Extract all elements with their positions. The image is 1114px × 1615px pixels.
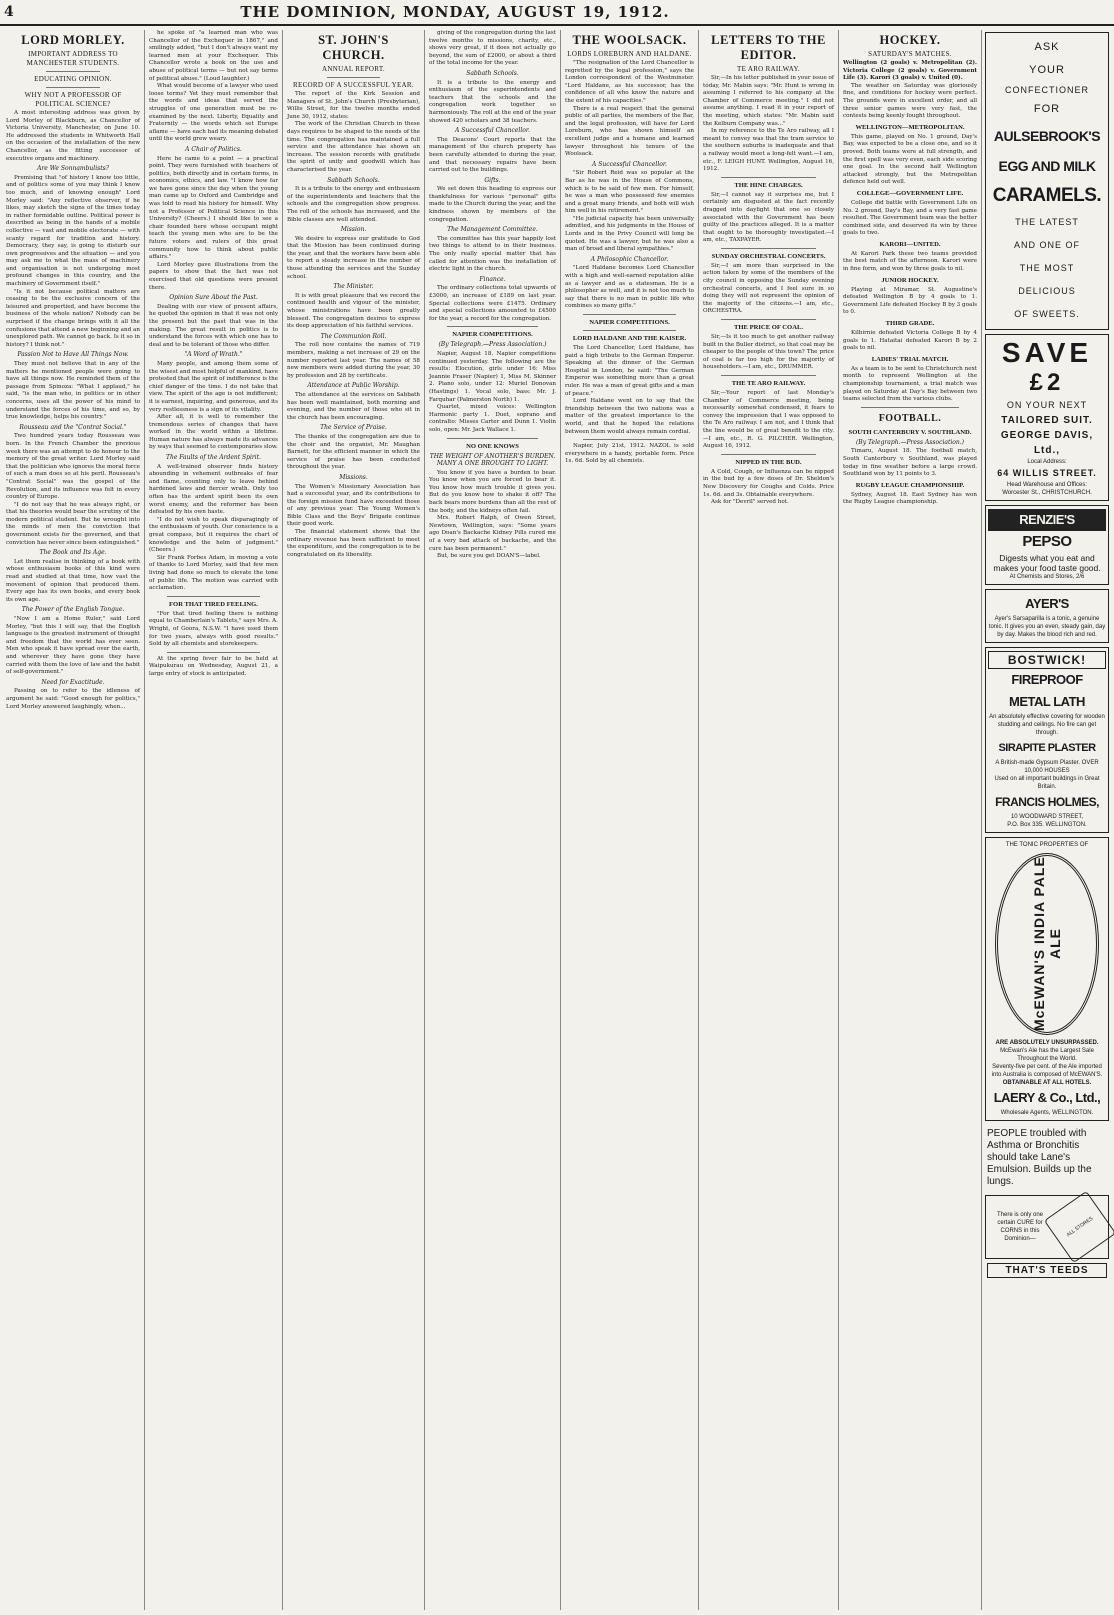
- divider: [583, 330, 676, 331]
- section-heading: Missions.: [339, 473, 368, 481]
- ad-line: ON YOUR NEXT: [1006, 400, 1088, 410]
- letter-heading: THE HINE CHARGES.: [734, 181, 803, 189]
- article-headline: FOOTBALL.: [878, 412, 942, 424]
- ad-brand: McEWAN'S INDIA PALE ALE: [1031, 856, 1063, 1032]
- paragraph: he spoke of "a learned man who was Chancellor of the Exchequer in 1867," and smilingly added, "but I don't always want my learned men at your Exchequer. This Chancellor wrote a book on the use and abuse of political terms — but not say terms of political abuse." (Loud laughter.): [149, 30, 278, 82]
- column-lord-morley: [2, 30, 144, 1612]
- article-headline: NAPIER COMPETITIONS.: [452, 331, 533, 339]
- article-subhead: WHY NOT A PROFESSOR OF POLITICAL SCIENCE?: [24, 91, 122, 108]
- ad-brand: LAERY & Co., Ltd.,: [993, 1090, 1101, 1105]
- paragraph: You know if you have a burden to bear. You know when you are forced to bear it. You know how much trouble it gives you. But do you know how to shake it off? The back bears more burdens than all the rest of the body, and the kidneys often fail.: [429, 469, 556, 514]
- match-heading: LADIES' TRIAL MATCH.: [871, 355, 949, 363]
- divider: [861, 407, 959, 408]
- ad-badge: ALL STORES: [1044, 1191, 1114, 1263]
- paragraph: "The resignation of the Lord Chancellor is regretted by the legal profession," says the London correspondent of the Westminster. "Lord Haldane, as his successor, has the confidence of all who know the nature and the extent of his capacities.": [565, 60, 694, 104]
- ad-product: EGG AND MILK: [998, 158, 1096, 174]
- paragraph: This game, played on No. 1 ground, Day's Bay, was expected to be a close one, and so it proved. Both teams were at full strength, and the first spell was very even, each side scoring one goal. In the second half Wellington attacked strongly, but the Metropolitan defence held out well.: [843, 133, 977, 186]
- paragraph: The Women's Missionary Association has had a successful year, and its contributions to the foreign mission fund have exceeded those of any previous year. The Young Women's Bible Class and the Boys' Brigade continue their good work.: [287, 483, 420, 528]
- divider: [447, 326, 538, 327]
- paragraph: The report of the Kirk Session and Managers of St. John's Church (Presbyterian), Willis Street, for the twelve months ended June 30, 1912, states:: [287, 91, 420, 120]
- paragraph: Lord Haldane went on to say that the friendship between the two nations was a matter of the greatest importance to the world, and that he hoped the relations between them would always remain cordial.: [565, 398, 694, 435]
- article-subhead: EDUCATING OPINION.: [34, 75, 112, 83]
- divider: [721, 248, 816, 249]
- section-heading: Finance.: [479, 275, 506, 283]
- column-rule: [981, 30, 982, 1610]
- column-hockey: [839, 30, 981, 1612]
- ad-line: THE MOST: [1019, 263, 1075, 273]
- article-subhead: IMPORTANT ADDRESS TO MANCHESTER STUDENTS.: [26, 50, 120, 67]
- article-subhead: SATURDAY'S MATCHES.: [868, 50, 952, 58]
- paragraph: The thanks of the congregation are due to the choir and the organist, Mr. Maughan Barnett, for the efficient manner in which the service of praise has been conducted throughout the year.: [287, 433, 420, 471]
- paragraph: A most interesting address was given by Lord Morley of Blackburn, as Chancellor of Victoria University, Manchester, on June 10. He addressed the students in Whitworth Hall on the occasion of the installation of the new Chancellor, as the fitting successor of executive organs and machinery.: [6, 110, 140, 162]
- section-heading: A Successful Chancellor.: [592, 160, 667, 168]
- divider: [583, 439, 676, 440]
- article-headline: ST. JOHN'S CHURCH.: [318, 33, 389, 62]
- paragraph: Sir,—In his letter published in your issue of today, Mr. Mabin says: "Mr. Hunt is wrong in assuming I referred to his company at the Chamber of Commerce meeting." I did not assume anything. I read it in your report of the meeting, which states: "Mr. Mabin said the Kelburn Company was...": [703, 75, 834, 127]
- ad-line: OF SWEETS.: [1014, 309, 1080, 319]
- ad-line: Seventy-five per cent. of the Ale imported into Australia is composed of McEWAN'S.: [991, 1064, 1103, 1078]
- column-lord-morley-continued: [145, 30, 282, 1612]
- paragraph: Quartet, mixed voices: Wellington Harmonic party 1. Duet, soprano and contralto: Misses Carter and Dunn 1. Violin solo, open: Mr. Jack Wallace 1.: [429, 404, 556, 433]
- paragraph: "Sir Robert Reid was so popular at the Bar as he was in the House of Commons, which is to be said of few men. For himself, he was a man who possessed few enemies and a great many friends, and both will wish him well in his retirement.": [565, 170, 694, 215]
- divider: [583, 314, 676, 315]
- ad-brand: THAT'S TEEDS: [987, 1263, 1107, 1278]
- paragraph: Sir,—I am more than surprised in the action taken by some of the members of the city council in opposing the Sunday evening orchestral concerts, and I feel sure in so doing they will not represent the opinion of the majority of the citizens.—I am, etc., ORCHESTRA.: [703, 262, 834, 315]
- advert-heading: NIPPED IN THE BUD.: [735, 458, 802, 466]
- section-heading: Need for Exactitude.: [41, 678, 105, 686]
- masthead: [0, 0, 1114, 26]
- paragraph: Dealing with our view of present affairs, he quoted the opinion in that it was not only the present but the past that was in the making. The great result in politics is to understand the forces with which one has to deal and to be tolerant of those who differ.: [149, 303, 278, 348]
- paragraph: "Now I am a Home Ruler," said Lord Morley, "but this I will say, that the English language is the greatest instrument of thought and freedom that the world has ever seen. Men who speak it have spread over the earth, and wherever they have gone they have carried with them the love of law and the habit of self-government.": [6, 616, 140, 676]
- match-results: Wellington (2 goals) v. Metropolitan (2). Victoria College (2 goals) v. Government Life (3). Karori (3 goals) v. United (0).: [843, 60, 977, 82]
- ad-address: Worcester St., CHRISTCHURCH.: [1002, 490, 1092, 496]
- paragraph: Mrs. Robert Ralph, of Owen Street, Newtown, Wellington, says: "Some years ago Doan's Backache Kidney Pills cured me of a very bad attack of backache, and the cure has been permanent.": [429, 515, 556, 552]
- ad-line: ARE ABSOLUTELY UNSURPASSED.: [995, 1040, 1099, 1046]
- section-heading: The Minister.: [333, 283, 374, 291]
- ad-product: FIREPROOF: [1011, 672, 1083, 687]
- match-heading: JUNIOR HOCKEY.: [881, 276, 939, 284]
- paragraph: Sir,—Is it too much to get another railway built in the Buller district, so that coal may be cheaper to the people of this town? The price of coal is far too high for the majority of householders.—I am, etc., DRUMMER.: [703, 334, 834, 371]
- paragraph: Two hundred years today Rousseau was born. In the French Chamber the previous week there was an attempt to do honour to the memory of the great writer. Lord Morley said that the politician who ignores the moral force of such a man does so at his peril. Rousseau's "Contrat Social" was the gospel of the Revolution, and its influence was felt in every country of Europe.: [6, 433, 140, 501]
- paragraph: Sydney, August 18. East Sydney has won the Rugby League championship.: [843, 491, 977, 506]
- paragraph: After all, it is well to remember the tremendous series of changes that have worked in the world within a lifetime. Human nature has always made its advances by ways that seemed to contemporaries slow.: [149, 414, 278, 451]
- paragraph: We desire to express our gratitude to God that the Mission has been continued during the year, and that the workers have been able to report a steady increase in the number of those attending the services and the Sunday school.: [287, 235, 420, 280]
- paragraph: Napier, July 21st, 1912. NAZOL is sold everywhere in a handy, portable form. Price 1s. 6d. Sold by all chemists.: [565, 443, 694, 465]
- match-heading: RUGBY LEAGUE CHAMPIONSHIP.: [855, 481, 965, 489]
- ad-line: YOUR: [1029, 64, 1065, 76]
- ad-product: PEPSO: [1022, 533, 1072, 550]
- newspaper-title: THE DOMINION, MONDAY, AUGUST 19, 1912.: [240, 3, 670, 21]
- section-heading: "A Word of Wrath.": [184, 351, 243, 359]
- advert-heading: NO ONE KNOWS: [466, 442, 519, 450]
- mcewans-ale-ad: [985, 837, 1109, 1121]
- ad-line: Digests what you eat and makes your food taste good.: [993, 553, 1101, 573]
- paragraph: Sir,—Your report of last Monday's Chamber of Commerce meeting, being necessarily somewhat condensed, it fears to convey the impression that I was opposed to the Te Aro railway. I am not, and I think that the line would be of great benefit to the city.—I am, etc., R. G. PILCHER. Wellington, August 16, 1912.: [703, 390, 834, 450]
- paragraph: "I do not say that he was always right, or that his theories would bear the scrutiny of the modern political student. But he wrought into the minds of men the conviction that government exists for the governed, and that conviction has never since been extinguished.": [6, 501, 140, 546]
- ad-line: THE TONIC PROPERTIES OF: [1005, 842, 1089, 848]
- ad-address: P.O. Box 335. WELLINGTON.: [1007, 822, 1087, 828]
- column-letters: [699, 30, 838, 1612]
- match-heading: THIRD GRADE.: [885, 320, 935, 328]
- ad-line: Head Warehouse and Offices:: [1006, 482, 1088, 488]
- ad-product: CARAMELS.: [992, 185, 1102, 206]
- paragraph: The work of the Christian Church in these days requires to be shaped to the needs of the time. The congregation has maintained a full service and the attendance has shown an increase. The session records with gratitude the spirit of unity and goodwill which has characterised the year.: [287, 121, 420, 173]
- divider: [721, 177, 816, 178]
- paragraph: A Cold, Cough, or Influenza can be nipped in the bud by a few doses of Dr. Sheldon's New Discovery for Coughs and Colds. Price 1s. 6d. and 3s. Obtainable everywhere.: [703, 468, 834, 498]
- section-heading: Gifts.: [484, 176, 501, 184]
- divider: [721, 454, 816, 455]
- aulsebrooks-caramels-ad: [985, 32, 1109, 330]
- ad-line: McEwan's Ale has the Largest Sale Throughout the World.: [1000, 1048, 1094, 1062]
- article-subhead: TE ARO RAILWAY.: [737, 65, 800, 73]
- section-heading: Attendance at Public Worship.: [307, 382, 400, 390]
- ad-address: Wholesale Agents, WELLINGTON.: [1000, 1110, 1094, 1116]
- paragraph: "He judicial capacity has been universally admitted, and his judgments in the House of Lords and in the Privy Council will long be quoted. He was a lawyer, but he was also a man of broad and liberal sympathies.": [565, 215, 694, 253]
- column-st-johns-church: [283, 30, 424, 1612]
- ad-brand: AULSEBROOK'S: [993, 128, 1101, 144]
- advert-subhead: THE WEIGHT OF ANOTHER'S BURDEN. MANY A ONE BROUGHT TO LIGHT.: [429, 452, 556, 468]
- paragraph: But, be sure you get DOAN'S—label.: [437, 553, 541, 560]
- bostwick-metal-lath-ad: [985, 647, 1109, 833]
- paragraph: Timaru, August 18. The football match, South Canterbury v. Southland, was played today in fine weather before a large crowd. Southland won by 11 points to 3.: [843, 448, 977, 478]
- ad-product: METAL LATH: [1009, 694, 1085, 709]
- paragraph: At the spring fever fair to be held at Waipukurau on Wednesday, August 21, a large entry of stock is anticipated.: [149, 655, 278, 677]
- paragraph: "For that tired feeling there is nothing equal to Chamberlain's Tablets," says Mrs. A. Wright, of Goora, N.S.W. "I have used them for two years, always with good results." Sold by all chemists and storekeepers.: [149, 610, 278, 648]
- ad-line: Ayer's Sarsaparilla is a tonic, a genuine tonic. It gives you an even, steady gain, day by day. Makes the blood rich and red.: [988, 616, 1106, 638]
- paragraph: Playing at Miramar, St. Augustine's defeated Wellington B by 4 goals to 1. Government Life defeated Hockey B by 3 goals to 0.: [843, 286, 977, 316]
- letter-heading: THE TE ARO RAILWAY.: [731, 380, 806, 387]
- ad-address: 10 WOODWARD STREET,: [1010, 814, 1084, 820]
- lanes-emulsion-ad: [985, 1125, 1109, 1191]
- article-headline: THE WOOLSACK.: [572, 33, 687, 47]
- paragraph: Let them realise in thinking of a book with whose enthusiasm books of this kind were read and studied at that time, how vast the movement of opinion that produced them. Every age has its own books, and every book its own age.: [6, 558, 140, 603]
- ad-brand: FRANCIS HOLMES,: [995, 795, 1099, 809]
- article-subhead: LORDS LOREBURN AND HALDANE.: [567, 50, 692, 58]
- paragraph: "Is it not because political matters are ceasing to be the exclusive concern of the leisured and propertied, and have become the business of the whole nation? Nobody can be surprised if the change brings with it all the confusions that attend a new beginning and an unexplored path. We cannot go back. Is it so in history? I think not.": [6, 288, 140, 348]
- ad-line: An absolutely effective covering for wooden studding and ceilings. No fire can get through.: [989, 714, 1105, 736]
- section-heading: Sabbath Schools.: [466, 69, 519, 77]
- divider: [167, 652, 260, 653]
- paragraph: "I do not wish to speak disparagingly of the enthusiasm of youth. Our conscience is a great compass, but it requires the chart of knowledge and the helm of judgment." (Cheers.): [149, 516, 278, 554]
- ad-brand: RENZIE'S: [988, 509, 1106, 531]
- paragraph: The attendance at the services on Sabbath has been well maintained, both morning and evening, and the number of those who sit in the church has been encouraging.: [287, 391, 420, 421]
- match-heading: COLLEGE—GOVERNMENT LIFE.: [856, 189, 964, 197]
- match-heading: WELLINGTON—METROPOLITAN.: [855, 123, 965, 131]
- column-woolsack: [561, 30, 698, 1612]
- section-heading: The Communion Roll.: [320, 332, 387, 340]
- article-headline: HOCKEY.: [879, 33, 941, 47]
- divider: [721, 319, 816, 320]
- paragraph: Sir Frank Forbes Adam, in moving a vote of thanks to Lord Morley, said that few men living had done so much to elevate the tone of public life. The motion was carried with acclamation.: [149, 554, 278, 592]
- george-davis-tailor-ad: [985, 334, 1109, 501]
- section-heading: The Service of Praise.: [320, 424, 387, 432]
- section-heading: Opinion Sure About the Past.: [169, 294, 258, 302]
- section-heading: Passion Not to Have All Things Now.: [17, 351, 129, 359]
- paragraph: There is a real respect that the general public of all parties, the members of the Bar, and the legal profession, will have for Lord Loreburn, who has shown himself an excellent judge and a humane and learned lawyer throughout his tenure of the Woolsack.: [565, 105, 694, 158]
- ad-line: ASK: [1034, 41, 1060, 53]
- divider: [46, 71, 100, 72]
- ad-line: At Chemists and Stores, 2/6: [1009, 574, 1085, 580]
- advertisements-column: [983, 30, 1111, 1612]
- paragraph: giving of the congregation during the last twelve months to missions, charity, etc., shows very great, if it does not actually go beyond, the sum of £2000, or about a third of the total income for the year.: [429, 30, 556, 67]
- section-heading: Mission.: [340, 226, 367, 234]
- paragraph: A well-trained observer finds history abounding in vehement outbreaks of fear and flame, counting only to leave behind hardened laws and fiercer wrath. Only too often has the ardent spirit been its own worst enemy, and the reformer has been defeated by his own haste.: [149, 463, 278, 516]
- match-heading: SOUTH CANTERBURY V. SOUTHLAND.: [848, 428, 972, 436]
- ad-line: PEOPLE troubled with Asthma or Bronchitis should take Lane's Emulsion. Builds up the lungs.: [987, 1128, 1092, 1187]
- ad-line: AND ONE OF: [1013, 240, 1080, 250]
- paragraph: Ask for "Devril" served hot.: [711, 499, 789, 506]
- section-heading: A Chair of Politics.: [185, 145, 242, 153]
- article-headline: NAPIER COMPETITIONS.: [589, 319, 670, 326]
- paragraph: As a team is to be sent to Christchurch next month to represent Wellington at the championship tournament, a trial match was played on Saturday at Day's Bay between two teams selected from the various clubs.: [843, 365, 977, 403]
- paragraph: The committee has this year happily lost two things to attend to in their business. The only really special matter that has called for attention was the installation of electric light in the church.: [429, 235, 556, 273]
- paragraph: We set down this heading to express our thankfulness for various "personal" gifts made to the Church during the year, and the kindness shown by members of the congregation.: [429, 186, 556, 223]
- ad-product: SIRAPITE PLASTER: [998, 742, 1096, 754]
- article-subhead: RECORD OF A SUCCESSFUL YEAR.: [293, 81, 414, 89]
- section-heading: Sabbath Schools.: [327, 176, 380, 184]
- section-heading: The Power of the English Tongue.: [21, 606, 125, 614]
- ayers-sarsaparilla-ad: [985, 589, 1109, 643]
- match-heading: KARORI—UNITED.: [879, 240, 941, 248]
- section-heading: Rousseau and the "Contrat Social.": [19, 423, 127, 431]
- ad-line: THE LATEST: [1015, 217, 1079, 227]
- divider: [327, 77, 380, 78]
- ad-line: Local Address:: [1027, 459, 1067, 465]
- ad-address: 64 WILLIS STREET.: [997, 468, 1097, 478]
- section-heading: The Management Committee.: [447, 226, 538, 234]
- divider: [447, 438, 538, 439]
- divider: [167, 596, 260, 597]
- letter-heading: THE PRICE OF COAL.: [734, 324, 803, 332]
- mcewans-label: [995, 853, 1099, 1035]
- paragraph: Sir,—I cannot say it surprises me, but I certainly am disgusted at the fact recently dragged into daylight that one so closely associated with the Government has been guilty of the practices alleged. It is a matter that ought to be thoroughly investigated.—I am, etc., TAXPAYER.: [703, 191, 834, 244]
- article-headline: LORD MORLEY.: [21, 33, 125, 47]
- paragraph: The Lord Chancellor, Lord Haldane, has paid a high tribute to the German Emperor. Speaking at the dinner of the German Hospital in London, he said: "The German Emperor was something more than a great ruler. He was a man of great gifts and a man of peace.": [565, 345, 694, 397]
- paragraph: The Deacons' Court reports that the management of the church property has been carefully attended to during the year, and that necessary repairs have been carried out to the buildings.: [429, 136, 556, 174]
- ad-line: FOR: [1033, 103, 1061, 115]
- ad-line: DELICIOUS: [1018, 286, 1076, 296]
- paragraph: The roll now contains the names of 719 members, making a net increase of 29 on the number reported last year. The names of 58 new members were added during the year, 30 by profession and 28 by certificate.: [287, 342, 420, 379]
- paragraph: "Lord Haldane becomes Lord Chancellor with a high and well-earned reputation alike as a lawyer and as a statesman. He is a philosopher as well, and it is not too much to say that there is no man in public life who combines so many gifts.": [565, 265, 694, 310]
- advert-heading: FOR THAT TIRED FEELING.: [169, 600, 258, 608]
- paragraph: Many people, and among them some of the wisest and most helpful of mankind, have protested that the spirit of indifference is the chief danger of the time. I do not take that view. The spirit of the age is not indifferent; it is earnest, inquiring, and generous, and its very restlessness is a sign of its vitality.: [149, 360, 278, 413]
- paragraph: At Karori Park these two teams provided the best match of the afternoon. Karori were in fine form, and won by three goals to nil.: [843, 250, 977, 273]
- paragraph: College did battle with Government Life on No. 2 ground, Day's Bay, and a very fast game resulted. The Government team was the better combined side, and deserved its win by three goals to two.: [843, 199, 977, 237]
- paragraph: The weather on Saturday was gloriously fine, and conditions for hockey were perfect. The grounds were in excellent order, and all three senior games were very fast, the contests being keenly fought throughout.: [843, 82, 977, 120]
- article-headline: LETTERS TO THE EDITOR.: [711, 33, 826, 62]
- paragraph: What would become of a lawyer who used loose terms? Yet they must remember that the words and ideas that served the struggles of one generation must be re-examined by the next. Liberty, Equality and Fraternity — the words which set Europe aflame — have each had its meaning debated until the world grew weary.: [149, 83, 278, 143]
- paragraph: The financial statement shows that the ordinary revenue has been sufficient to meet the expenditure, and the congregation is to be congratulated on its liberality.: [287, 529, 420, 558]
- section-heading: The Faults of the Ardent Spirit.: [165, 454, 262, 462]
- teeds-corn-cure-ad: [985, 1195, 1109, 1259]
- ad-line: Used on all important buildings in Great Britain.: [994, 776, 1100, 790]
- ad-brand: AYER'S: [1025, 596, 1069, 611]
- paragraph: It is a tribute to the energy and enthusiasm of the superintendents and teachers that the schools and the congregation show progress. The roll of the schools has increased, and the Bible classes are well attended.: [287, 186, 420, 223]
- ad-line: TAILORED SUIT.: [1001, 415, 1093, 426]
- paragraph: It is with great pleasure that we record the continued health and vigour of the minister, whose ministrations have been greatly blessed. The congregation desires to express its deep appreciation of his faithful services.: [287, 292, 420, 330]
- ad-brand: GEORGE DAVIS, Ltd.,: [1000, 430, 1094, 456]
- paragraph: They must not believe that in any of the matters he mentioned people were going to have all things now. He reminded them of the passage from Spinoza: "What I applaud," he said, "is the man who, in politics or in other concerns, uses all the power of his mind to understand the forces of his time, and so, by true knowledge, helps his country.": [6, 361, 140, 421]
- ad-line: OBTAINABLE AT ALL HOTELS.: [1002, 1080, 1092, 1086]
- section-heading: Are We Sonnambulists?: [37, 165, 109, 173]
- ad-amount: £2: [1029, 369, 1065, 396]
- ad-line: There is only one certain CURE for CORNS in this Dominion—: [996, 1212, 1044, 1242]
- paragraph: Lord Morley gave illustrations from the papers to show that the fact was not exercised that old questions were present there.: [149, 261, 278, 291]
- ad-brand: BOSTWICK!: [988, 651, 1106, 669]
- section-heading: A Philosophic Chancellor.: [590, 255, 669, 263]
- paragraph: Passing on to refer to the idleness of argument he said: "Good enough for politics," Lord Morley answered laughingly, when...: [6, 688, 140, 710]
- letter-heading: SUNDAY ORCHESTRAL CONCERTS.: [711, 252, 826, 260]
- column-church-continued: [425, 30, 560, 1612]
- ad-headline: SAVE: [1001, 337, 1093, 368]
- section-heading: A Successful Chancellor.: [455, 127, 530, 135]
- paragraph: Napier, August 18. Napier competitions continued yesterday. The following are the results: Elocution, girls under 16: Miss Jeannie Fraser (Napier) 1, Miss M. Skinner 2. Piano solo, under 12: Muriel Donovan (Hastings) 1. Vocal solo, bass: Mr. J. Farquhar (Palmerston North) 1.: [429, 350, 556, 403]
- page-number: 4: [4, 4, 15, 20]
- renzies-pepso-ad: [985, 505, 1109, 585]
- paragraph: Premising that "of history I know too little, and of politics some of you may think I know too much, and of knowing enough" Lord Morley said: "Any reflective observer, if he likes, may sketch the signs of the times today in rather formidable outline. Political power is described as being in the hands of a mobile collective — vast and mobile electorate — with scanty regard for tradition and history. Democracy, they say, is going to disturb our own progressives and the situation — and you may ask me to what the mass of machinery and organisation is not undergoing most profound changes in this country, and the machinery of Government itself.": [6, 174, 140, 288]
- divider: [721, 375, 816, 376]
- divider: [46, 87, 100, 88]
- paragraph: In my reference to the Te Aro railway, all I meant to convey was that the tram service to the southern suburbs is inadequate and that a railway would meet a long-felt want.—I am, etc., F. LEIGH HUNT. Wellington, August 16, 1912.: [703, 128, 834, 173]
- article-headline: LORD HALDANE AND THE KAISER.: [572, 335, 687, 342]
- paragraph: It is a tribute to the energy and enthusiasm of the superintendents and teachers that the schools and the congregation work together so harmoniously. The roll at the end of the year showed 420 scholars and 38 teachers.: [429, 79, 556, 124]
- paragraph: Here he came to a point — a practical point. They were furnished with teachers of politics, both directly and in certain forms, in economics, ethics, and law. "I know how far we have gone since the day when the young man came up to Oxford and Cambridge and was told to read his history for himself. Why not a Professor of Political Science in this University? (Cheers.) I should like to see a chair founded here whose occupant might teach the young men who are to be the future voters and rulers of this great community how to think about public affairs.": [149, 155, 278, 261]
- article-subhead: ANNUAL REPORT.: [322, 65, 385, 73]
- ad-line: A British-made Gypsum Plaster. OVER 10,000 HOUSES: [995, 760, 1099, 774]
- article-subhead: (By Telegraph.—Press Association.): [438, 341, 547, 349]
- paragraph: Kilbirnie defeated Victoria College B by 4 goals to 1. Hataitai defeated Karori B by 2 goals to nil.: [843, 330, 977, 352]
- ad-line: CONFECTIONER: [1005, 85, 1089, 95]
- section-heading: The Book and Its Age.: [39, 549, 107, 557]
- article-subhead: (By Telegraph.—Press Association.): [855, 438, 965, 446]
- paragraph: The ordinary collections total upwards of £3000, an increase of £189 on last year. Special collections were £1475. Ordinary and special collections amounted to £4500 for the year, a record for the congregation.: [429, 285, 556, 322]
